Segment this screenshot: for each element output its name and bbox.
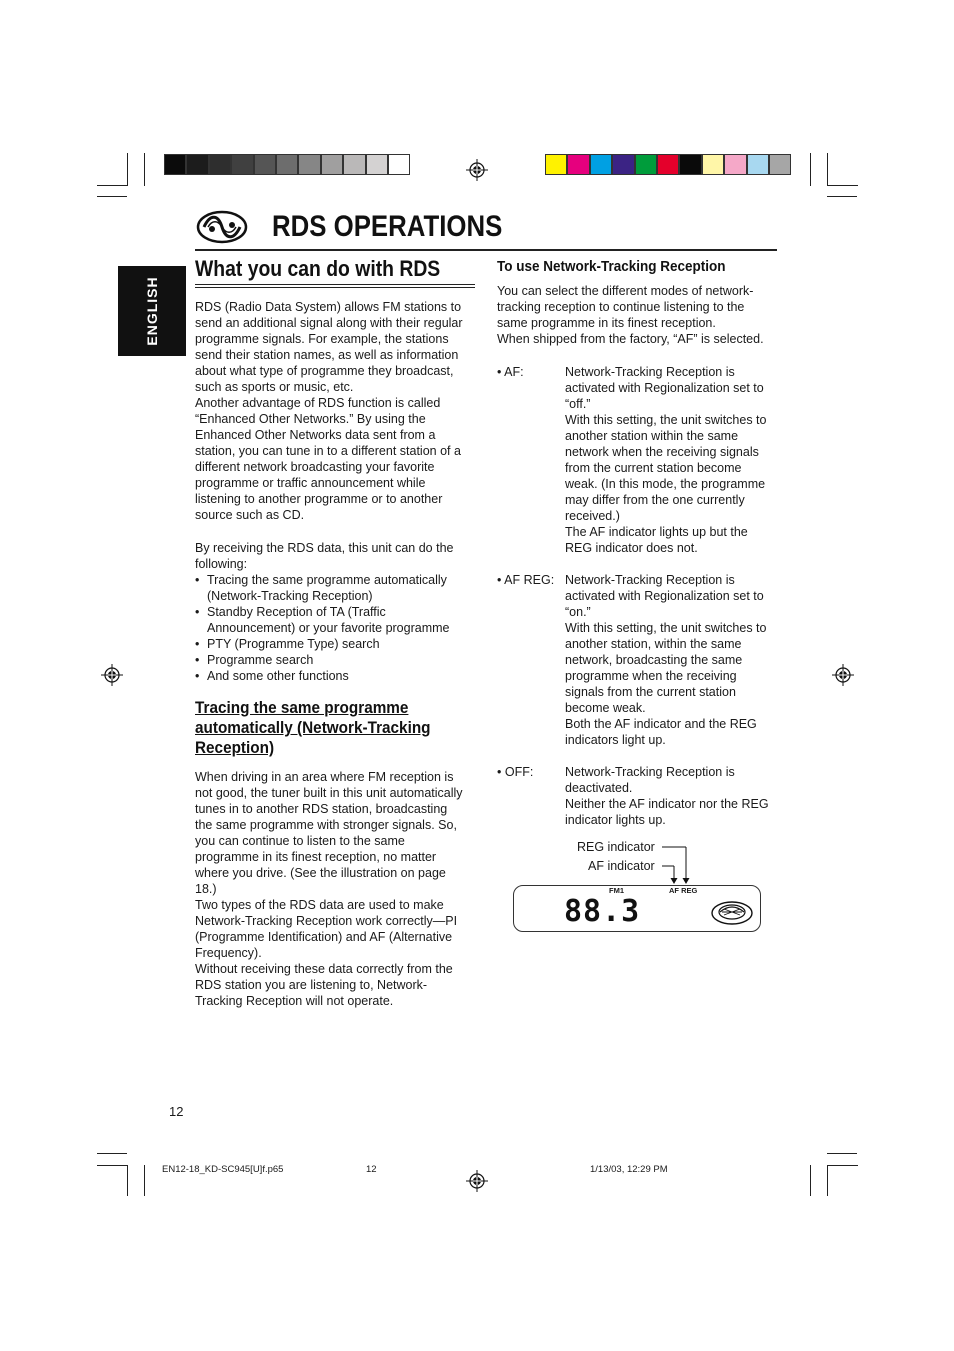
- text-line: Both the AF indicator and the REG: [565, 717, 757, 731]
- text-line: With this setting, the unit switches to: [565, 621, 767, 635]
- color-swatch: [186, 154, 208, 175]
- text-line: When shipped from the factory, “AF” is selected.: [497, 332, 764, 346]
- text-line: the same programme with stronger signals. So,: [195, 818, 457, 832]
- text-line: signals from the current station: [565, 685, 736, 699]
- text-line: Network-Tracking Reception is: [565, 573, 735, 587]
- text-line: 18.): [195, 882, 217, 896]
- text-line: indicator lights up.: [565, 813, 666, 827]
- text-line: from the current station become: [565, 461, 742, 475]
- text-line: send an additional signal along with their regular: [195, 316, 463, 330]
- text-line: Reception): [195, 738, 275, 757]
- page-number: 12: [169, 1104, 184, 1119]
- mode-description-af: [565, 364, 780, 556]
- network-tracking-intro: [497, 283, 787, 347]
- mode-key-af: • AF:: [497, 365, 524, 379]
- heading-rule: [195, 284, 475, 285]
- color-swatch: [276, 154, 298, 175]
- section-heading-what-you-can-do: What you can do with RDS: [195, 256, 441, 281]
- text-line: following:: [195, 557, 248, 571]
- text-line: programme when the receiving: [565, 669, 737, 683]
- text-line: source such as CD.: [195, 508, 305, 522]
- color-swatch: [747, 154, 769, 175]
- text-line: • PTY (Programme Type) search: [207, 637, 380, 651]
- section-heading-network-tracking: To use Network-Tracking Reception: [497, 258, 726, 275]
- rds-logo-icon: [196, 210, 248, 244]
- text-line: Tracing the same programme: [195, 698, 409, 717]
- color-swatch: [545, 154, 567, 175]
- color-swatch: [343, 154, 365, 175]
- text-line: Tracking Reception will not operate.: [195, 994, 394, 1008]
- text-line: You can select the different modes of network-: [497, 284, 754, 298]
- text-line: programme or traffic announcement while: [195, 476, 426, 490]
- text-line: such as sports or music, etc.: [195, 380, 354, 394]
- color-swatch: [657, 154, 679, 175]
- color-swatch: [231, 154, 253, 175]
- text-line: send their station names, as well as information: [195, 348, 459, 362]
- text-line: may differ from the one currently: [565, 493, 745, 507]
- language-tab: [118, 266, 186, 356]
- radio-display-illustration: [513, 885, 761, 932]
- text-line: “Enhanced Other Networks.” By using the: [195, 412, 426, 426]
- color-swatch: [612, 154, 634, 175]
- text-line: By receiving the RDS data, this unit can do the: [195, 541, 454, 555]
- color-swatch: [590, 154, 612, 175]
- text-line: network, broadcasting the same: [565, 653, 743, 667]
- color-swatch: [679, 154, 701, 175]
- subheading-tracing: [195, 698, 465, 758]
- tracing-paragraph: [195, 769, 485, 1009]
- reg-indicator-label: REG indicator: [577, 840, 655, 854]
- color-swatch: [366, 154, 388, 175]
- band-indicator: FM1: [609, 886, 624, 895]
- text-line: Frequency).: [195, 946, 262, 960]
- footer-page: 12: [366, 1164, 377, 1175]
- text-line: same programme in its finest reception.: [497, 316, 716, 330]
- text-line: where you drive. (See the illustration on page: [195, 866, 446, 880]
- color-swatch: [164, 154, 186, 175]
- list-item: [195, 652, 485, 668]
- text-line: become weak.: [565, 701, 646, 715]
- color-swatch: [254, 154, 276, 175]
- text-line: The AF indicator lights up but the: [565, 525, 748, 539]
- text-line: not good, the tuner built in this unit automatically: [195, 786, 463, 800]
- indicator-leader-lines: [660, 842, 692, 886]
- text-line: “on.”: [565, 605, 591, 619]
- rds-functions-list: [195, 572, 485, 684]
- text-line: • Standby Reception of TA (Traffic: [207, 605, 386, 619]
- text-line: programme in its finest reception, no matter: [195, 850, 437, 864]
- registration-mark-icon: [466, 1170, 488, 1192]
- color-swatch: [209, 154, 231, 175]
- color-swatch: [298, 154, 320, 175]
- text-line: • Programme search: [207, 653, 314, 667]
- color-swatch: [567, 154, 589, 175]
- mode-description-off: [565, 764, 780, 828]
- heading-rule: [195, 287, 475, 288]
- af-indicator-label: AF indicator: [588, 859, 655, 873]
- text-line: tunes in to another RDS station, broadcasting: [195, 802, 448, 816]
- text-line: RDS (Radio Data System) allows FM stations to: [195, 300, 462, 314]
- text-line: network when the receiving signals: [565, 445, 759, 459]
- color-swatch: [635, 154, 657, 175]
- color-swatch: [724, 154, 746, 175]
- text-line: “off.”: [565, 397, 591, 411]
- text-line: weak. (In this mode, the programme: [565, 477, 766, 491]
- color-swatch: [769, 154, 791, 175]
- text-line: Network-Tracking Reception is: [565, 765, 735, 779]
- text-line: received.): [565, 509, 620, 523]
- text-line: another station within the same: [565, 429, 739, 443]
- af-reg-indicator: AF REG: [669, 886, 698, 895]
- registration-mark-icon: [832, 664, 854, 686]
- text-line: With this setting, the unit switches to: [565, 413, 767, 427]
- text-line: different network broadcasting your favorite: [195, 460, 435, 474]
- text-line: RDS station you are listening to, Network-: [195, 978, 428, 992]
- text-line: indicators light up.: [565, 733, 666, 747]
- registration-mark-icon: [101, 664, 123, 686]
- text-line: automatically (Network-Tracking: [195, 718, 431, 737]
- text-line: another station, within the same: [565, 637, 742, 651]
- text-line: Network-Tracking Reception is: [565, 365, 735, 379]
- text-line: Enhanced Other Networks data sent from a: [195, 428, 436, 442]
- rds-intro-paragraph: [195, 299, 485, 523]
- text-line: Two types of the RDS data are used to make: [195, 898, 444, 912]
- rds-functions-lead: [195, 540, 485, 572]
- text-line: Neither the AF indicator nor the REG: [565, 797, 769, 811]
- color-swatch: [702, 154, 724, 175]
- page-title: RDS OPERATIONS: [272, 210, 503, 243]
- text-line: you can continue to listen to the same: [195, 834, 405, 848]
- text-line: • Tracing the same programme automatically: [207, 573, 447, 587]
- list-item: [195, 604, 485, 636]
- frequency-display: 88.3: [564, 894, 641, 929]
- text-line: When driving in an area where FM reception is: [195, 770, 454, 784]
- color-swatch: [321, 154, 343, 175]
- mode-key-af-reg: • AF REG:: [497, 573, 555, 587]
- mode-key-off: • OFF:: [497, 765, 534, 779]
- text-line: programme signals. For example, the stations: [195, 332, 449, 346]
- text-line: • And some other functions: [207, 669, 349, 683]
- list-item: [195, 636, 485, 652]
- footer-filename: EN12-18_KD-SC945[U]f.p65: [162, 1164, 284, 1175]
- text-line: Another advantage of RDS function is called: [195, 396, 441, 410]
- title-rule: [195, 249, 777, 251]
- text-line: about what type of programme they broadcast,: [195, 364, 454, 378]
- color-swatch: [388, 154, 410, 175]
- text-line: (Network-Tracking Reception): [207, 589, 373, 603]
- list-item: [195, 668, 485, 684]
- text-line: (Programme Identification) and AF (Alternative: [195, 930, 453, 944]
- registration-mark-icon: [466, 159, 488, 181]
- footer-date: 1/13/03, 12:29 PM: [590, 1164, 668, 1175]
- language-tab-label: ENGLISH: [144, 276, 160, 346]
- text-line: deactivated.: [565, 781, 633, 795]
- text-line: tracking reception to continue listening to the: [497, 300, 745, 314]
- disc-animation-icon: [710, 900, 754, 926]
- text-line: activated with Regionalization set to: [565, 381, 764, 395]
- text-line: REG indicator does not.: [565, 541, 698, 555]
- text-line: Network-Tracking Reception work correctly—PI: [195, 914, 458, 928]
- list-item: [195, 572, 485, 604]
- text-line: Without receiving these data correctly from the: [195, 962, 453, 976]
- mode-description-af-reg: [565, 572, 780, 748]
- text-line: listening to another programme or to another: [195, 492, 443, 506]
- text-line: station, you can tune in to a different station of a: [195, 444, 461, 458]
- text-line: Announcement) or your favorite programme: [207, 621, 450, 635]
- text-line: activated with Regionalization set to: [565, 589, 764, 603]
